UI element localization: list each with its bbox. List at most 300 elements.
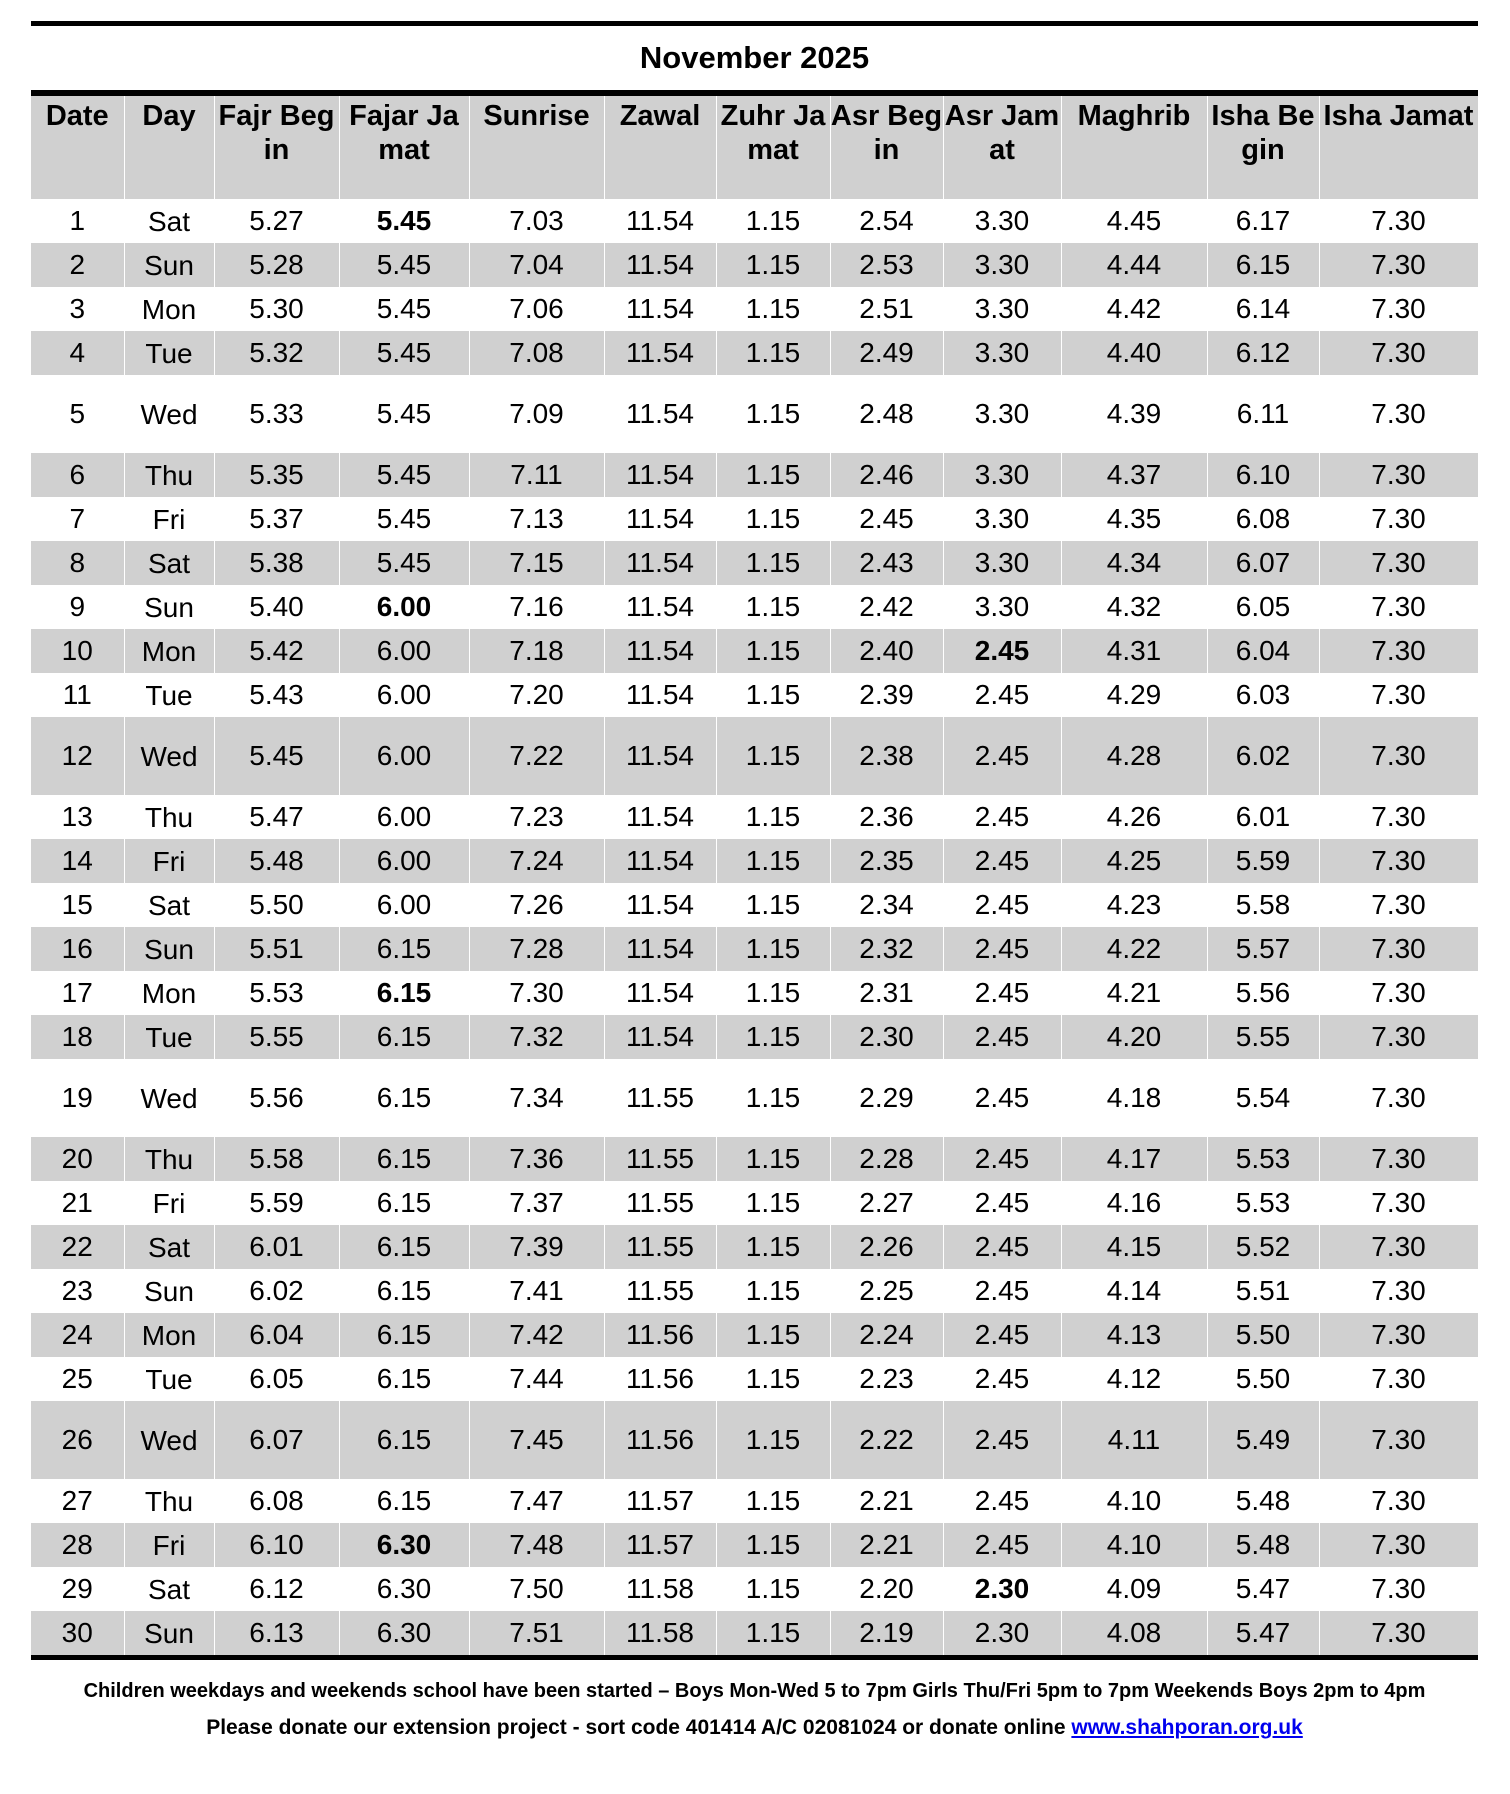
table-row bbox=[31, 497, 1478, 541]
table-cell: 6.13 bbox=[214, 1611, 339, 1655]
table-cell: 5.45 bbox=[339, 199, 469, 243]
table-cell: 1.15 bbox=[716, 1401, 830, 1479]
table-cell: 1.15 bbox=[716, 243, 830, 287]
table-cell: 6.00 bbox=[339, 839, 469, 883]
table-cell: 6.11 bbox=[1207, 375, 1319, 453]
table-cell: 6.01 bbox=[214, 1225, 339, 1269]
table-cell: 1.15 bbox=[716, 927, 830, 971]
table-cell: 5.30 bbox=[214, 287, 339, 331]
column-header: Isha Begin bbox=[1207, 96, 1319, 199]
table-cell: 5.45 bbox=[339, 243, 469, 287]
table-cell: 2.45 bbox=[943, 1523, 1061, 1567]
table-cell: 11.55 bbox=[604, 1181, 716, 1225]
table-cell: 6.15 bbox=[339, 1269, 469, 1313]
table-cell: 5.50 bbox=[214, 883, 339, 927]
table-cell: Wed bbox=[124, 375, 214, 453]
table-row bbox=[31, 1015, 1478, 1059]
table-cell: Mon bbox=[124, 629, 214, 673]
table-cell: 13 bbox=[31, 795, 124, 839]
table-cell: 29 bbox=[31, 1567, 124, 1611]
table-cell: 22 bbox=[31, 1225, 124, 1269]
table-cell: 11.58 bbox=[604, 1611, 716, 1655]
table-cell: 11.54 bbox=[604, 883, 716, 927]
table-cell: 6.02 bbox=[214, 1269, 339, 1313]
table-cell: 15 bbox=[31, 883, 124, 927]
table-cell: 7.48 bbox=[469, 1523, 604, 1567]
table-cell: 2.45 bbox=[943, 629, 1061, 673]
table-cell: Tue bbox=[124, 331, 214, 375]
table-cell: 5.58 bbox=[214, 1137, 339, 1181]
table-cell: 21 bbox=[31, 1181, 124, 1225]
table-cell: 3.30 bbox=[943, 453, 1061, 497]
table-cell: 4.42 bbox=[1061, 287, 1207, 331]
table-row bbox=[31, 1269, 1478, 1313]
table-cell: 3.30 bbox=[943, 243, 1061, 287]
table-cell: 11.57 bbox=[604, 1523, 716, 1567]
table-cell: 7.30 bbox=[1319, 673, 1478, 717]
table-cell: 1.15 bbox=[716, 497, 830, 541]
table-cell: 3.30 bbox=[943, 199, 1061, 243]
table-cell: 6.15 bbox=[339, 1137, 469, 1181]
table-cell: 9 bbox=[31, 585, 124, 629]
table-cell: 7.30 bbox=[1319, 199, 1478, 243]
table-cell: 5.53 bbox=[1207, 1181, 1319, 1225]
table-cell: Thu bbox=[124, 1137, 214, 1181]
table-cell: 4.32 bbox=[1061, 585, 1207, 629]
table-cell: 5.45 bbox=[214, 717, 339, 795]
table-cell: 4.10 bbox=[1061, 1523, 1207, 1567]
table-cell: 20 bbox=[31, 1137, 124, 1181]
table-cell: 2.45 bbox=[943, 1313, 1061, 1357]
table-row bbox=[31, 375, 1478, 453]
table-cell: 11.54 bbox=[604, 717, 716, 795]
table-cell: 6.15 bbox=[339, 927, 469, 971]
table-cell: 5.47 bbox=[1207, 1611, 1319, 1655]
table-cell: 7.44 bbox=[469, 1357, 604, 1401]
table-cell: 5.37 bbox=[214, 497, 339, 541]
table-cell: Sat bbox=[124, 1225, 214, 1269]
table-cell: Sat bbox=[124, 1567, 214, 1611]
table-cell: 7.30 bbox=[1319, 1015, 1478, 1059]
table-cell: 3.30 bbox=[943, 497, 1061, 541]
table-cell: 16 bbox=[31, 927, 124, 971]
table-cell: 1.15 bbox=[716, 717, 830, 795]
table-cell: 7.30 bbox=[469, 971, 604, 1015]
table-cell: 7.51 bbox=[469, 1611, 604, 1655]
table-cell: 1.15 bbox=[716, 883, 830, 927]
table-cell: Thu bbox=[124, 1479, 214, 1523]
table-row bbox=[31, 927, 1478, 971]
table-cell: 17 bbox=[31, 971, 124, 1015]
table-cell: 4.10 bbox=[1061, 1479, 1207, 1523]
table-cell: 4.29 bbox=[1061, 673, 1207, 717]
table-cell: 5.27 bbox=[214, 199, 339, 243]
table-cell: 7.30 bbox=[1319, 331, 1478, 375]
table-cell: 2.45 bbox=[943, 1015, 1061, 1059]
table-row bbox=[31, 717, 1478, 795]
timetable-sheet bbox=[31, 21, 1478, 1742]
table-cell: 4.17 bbox=[1061, 1137, 1207, 1181]
table-cell: 28 bbox=[31, 1523, 124, 1567]
table-cell: 5.57 bbox=[1207, 927, 1319, 971]
table-cell: 4.45 bbox=[1061, 199, 1207, 243]
table-row bbox=[31, 199, 1478, 243]
table-cell: 3.30 bbox=[943, 375, 1061, 453]
bottom-rule bbox=[31, 1655, 1478, 1660]
table-cell: 5.50 bbox=[1207, 1357, 1319, 1401]
table-cell: 7.30 bbox=[1319, 541, 1478, 585]
table-cell: 6.10 bbox=[1207, 453, 1319, 497]
table-cell: 2.43 bbox=[830, 541, 943, 585]
column-header: Isha Jamat bbox=[1319, 96, 1478, 199]
table-cell: 6.03 bbox=[1207, 673, 1319, 717]
table-row bbox=[31, 883, 1478, 927]
table-cell: 7.24 bbox=[469, 839, 604, 883]
table-cell: 11.55 bbox=[604, 1059, 716, 1137]
table-cell: 2.20 bbox=[830, 1567, 943, 1611]
column-header: Asr Begin bbox=[830, 96, 943, 199]
table-cell: 6.10 bbox=[214, 1523, 339, 1567]
table-cell: 4.14 bbox=[1061, 1269, 1207, 1313]
table-cell: 7.13 bbox=[469, 497, 604, 541]
table-cell: 11.54 bbox=[604, 585, 716, 629]
table-cell: 5.45 bbox=[339, 331, 469, 375]
table-row bbox=[31, 1357, 1478, 1401]
table-row bbox=[31, 243, 1478, 287]
header-row bbox=[31, 96, 1478, 199]
table-cell: 11.54 bbox=[604, 453, 716, 497]
table-cell: 7.30 bbox=[1319, 497, 1478, 541]
table-row bbox=[31, 1567, 1478, 1611]
table-cell: 2.45 bbox=[943, 717, 1061, 795]
column-header: Fajar Jamat bbox=[339, 96, 469, 199]
column-header: Sunrise bbox=[469, 96, 604, 199]
table-cell: 11.55 bbox=[604, 1225, 716, 1269]
table-cell: 4.16 bbox=[1061, 1181, 1207, 1225]
table-cell: 1.15 bbox=[716, 629, 830, 673]
table-cell: 7.20 bbox=[469, 673, 604, 717]
table-cell: 7 bbox=[31, 497, 124, 541]
table-cell: Tue bbox=[124, 1357, 214, 1401]
table-cell: 7.39 bbox=[469, 1225, 604, 1269]
table-cell: 6.05 bbox=[1207, 585, 1319, 629]
table-cell: 27 bbox=[31, 1479, 124, 1523]
table-cell: 4.18 bbox=[1061, 1059, 1207, 1137]
table-cell: 5.42 bbox=[214, 629, 339, 673]
table-cell: 4.08 bbox=[1061, 1611, 1207, 1655]
table-cell: 2.28 bbox=[830, 1137, 943, 1181]
table-cell: 5.56 bbox=[214, 1059, 339, 1137]
table-cell: 5.59 bbox=[214, 1181, 339, 1225]
table-cell: 5 bbox=[31, 375, 124, 453]
table-cell: 2.19 bbox=[830, 1611, 943, 1655]
table-cell: 11.58 bbox=[604, 1567, 716, 1611]
table-cell: 5.32 bbox=[214, 331, 339, 375]
table-cell: 6.15 bbox=[339, 1479, 469, 1523]
column-header: Date bbox=[31, 96, 124, 199]
table-cell: 2.27 bbox=[830, 1181, 943, 1225]
table-cell: 5.47 bbox=[1207, 1567, 1319, 1611]
table-cell: 6.30 bbox=[339, 1611, 469, 1655]
table-cell: 1.15 bbox=[716, 1059, 830, 1137]
table-cell: 5.56 bbox=[1207, 971, 1319, 1015]
table-cell: 6.01 bbox=[1207, 795, 1319, 839]
table-cell: 3.30 bbox=[943, 585, 1061, 629]
table-cell: 5.28 bbox=[214, 243, 339, 287]
table-cell: 7.42 bbox=[469, 1313, 604, 1357]
table-cell: 2.49 bbox=[830, 331, 943, 375]
table-cell: 4.12 bbox=[1061, 1357, 1207, 1401]
table-cell: 4 bbox=[31, 331, 124, 375]
table-cell: Mon bbox=[124, 1313, 214, 1357]
table-cell: 7.30 bbox=[1319, 1313, 1478, 1357]
table-cell: 7.30 bbox=[1319, 1357, 1478, 1401]
table-cell: 6.14 bbox=[1207, 287, 1319, 331]
table-cell: 11 bbox=[31, 673, 124, 717]
table-cell: 2.45 bbox=[943, 673, 1061, 717]
column-header: Day bbox=[124, 96, 214, 199]
table-cell: 2.30 bbox=[943, 1567, 1061, 1611]
table-cell: 11.54 bbox=[604, 795, 716, 839]
table-cell: 7.26 bbox=[469, 883, 604, 927]
table-cell: 7.30 bbox=[1319, 1479, 1478, 1523]
table-cell: 11.54 bbox=[604, 1015, 716, 1059]
table-cell: 1.15 bbox=[716, 1269, 830, 1313]
table-cell: 1.15 bbox=[716, 585, 830, 629]
table-row bbox=[31, 1181, 1478, 1225]
table-cell: 6.15 bbox=[339, 1015, 469, 1059]
table-cell: 2.45 bbox=[943, 1137, 1061, 1181]
table-cell: 7.30 bbox=[1319, 1567, 1478, 1611]
column-header: Maghrib bbox=[1061, 96, 1207, 199]
table-cell: 5.55 bbox=[214, 1015, 339, 1059]
table-cell: 7.03 bbox=[469, 199, 604, 243]
table-cell: 7.30 bbox=[1319, 375, 1478, 453]
table-cell: 3 bbox=[31, 287, 124, 331]
table-cell: Tue bbox=[124, 1015, 214, 1059]
table-cell: 11.54 bbox=[604, 839, 716, 883]
table-cell: 2.22 bbox=[830, 1401, 943, 1479]
table-cell: Fri bbox=[124, 839, 214, 883]
table-cell: 2.31 bbox=[830, 971, 943, 1015]
table-cell: 11.55 bbox=[604, 1269, 716, 1313]
table-cell: 5.54 bbox=[1207, 1059, 1319, 1137]
table-cell: 7.22 bbox=[469, 717, 604, 795]
table-cell: 5.50 bbox=[1207, 1313, 1319, 1357]
table-cell: Sun bbox=[124, 585, 214, 629]
table-cell: 5.38 bbox=[214, 541, 339, 585]
table-cell: 2.45 bbox=[943, 1357, 1061, 1401]
table-cell: 11.54 bbox=[604, 629, 716, 673]
table-cell: 1.15 bbox=[716, 1181, 830, 1225]
table-cell: 7.30 bbox=[1319, 839, 1478, 883]
table-cell: 2.30 bbox=[943, 1611, 1061, 1655]
table-cell: 7.30 bbox=[1319, 883, 1478, 927]
table-cell: 8 bbox=[31, 541, 124, 585]
table-cell: 11.57 bbox=[604, 1479, 716, 1523]
table-cell: Tue bbox=[124, 673, 214, 717]
table-row bbox=[31, 1479, 1478, 1523]
table-cell: 6.00 bbox=[339, 883, 469, 927]
table-cell: 2.24 bbox=[830, 1313, 943, 1357]
table-cell: 4.44 bbox=[1061, 243, 1207, 287]
table-cell: 7.08 bbox=[469, 331, 604, 375]
table-cell: 5.45 bbox=[339, 287, 469, 331]
table-row bbox=[31, 585, 1478, 629]
table-row bbox=[31, 795, 1478, 839]
table-cell: 7.30 bbox=[1319, 1269, 1478, 1313]
table-cell: 7.32 bbox=[469, 1015, 604, 1059]
table-row bbox=[31, 331, 1478, 375]
table-row bbox=[31, 287, 1478, 331]
table-cell: 2.53 bbox=[830, 243, 943, 287]
table-cell: 2.29 bbox=[830, 1059, 943, 1137]
table-cell: 7.09 bbox=[469, 375, 604, 453]
table-cell: 5.51 bbox=[1207, 1269, 1319, 1313]
table-cell: 2.42 bbox=[830, 585, 943, 629]
table-cell: 6 bbox=[31, 453, 124, 497]
table-cell: 4.13 bbox=[1061, 1313, 1207, 1357]
table-cell: 10 bbox=[31, 629, 124, 673]
table-cell: 2.26 bbox=[830, 1225, 943, 1269]
table-cell: 26 bbox=[31, 1401, 124, 1479]
table-cell: 2.35 bbox=[830, 839, 943, 883]
table-cell: 6.04 bbox=[214, 1313, 339, 1357]
table-cell: 4.22 bbox=[1061, 927, 1207, 971]
table-cell: Sun bbox=[124, 243, 214, 287]
table-cell: 1.15 bbox=[716, 673, 830, 717]
table-cell: 6.00 bbox=[339, 629, 469, 673]
table-cell: 2.48 bbox=[830, 375, 943, 453]
table-cell: Thu bbox=[124, 795, 214, 839]
table-cell: 6.15 bbox=[339, 1181, 469, 1225]
table-cell: 2.45 bbox=[943, 1225, 1061, 1269]
table-cell: 4.26 bbox=[1061, 795, 1207, 839]
table-cell: 5.43 bbox=[214, 673, 339, 717]
table-cell: 1.15 bbox=[716, 287, 830, 331]
table-cell: 4.21 bbox=[1061, 971, 1207, 1015]
table-cell: 4.31 bbox=[1061, 629, 1207, 673]
table-cell: 7.30 bbox=[1319, 1523, 1478, 1567]
table-cell: 7.50 bbox=[469, 1567, 604, 1611]
table-cell: 5.49 bbox=[1207, 1401, 1319, 1479]
table-cell: 11.54 bbox=[604, 497, 716, 541]
table-cell: 4.40 bbox=[1061, 331, 1207, 375]
table-cell: 4.28 bbox=[1061, 717, 1207, 795]
table-row bbox=[31, 1313, 1478, 1357]
table-cell: 3.30 bbox=[943, 331, 1061, 375]
table-cell: 2 bbox=[31, 243, 124, 287]
table-cell: 1.15 bbox=[716, 1357, 830, 1401]
table-cell: 2.32 bbox=[830, 927, 943, 971]
table-cell: 5.45 bbox=[339, 453, 469, 497]
table-cell: 7.30 bbox=[1319, 1137, 1478, 1181]
table-cell: Fri bbox=[124, 1523, 214, 1567]
table-cell: Sat bbox=[124, 883, 214, 927]
table-cell: 7.30 bbox=[1319, 585, 1478, 629]
table-cell: Thu bbox=[124, 453, 214, 497]
table-cell: 4.37 bbox=[1061, 453, 1207, 497]
table-cell: 2.39 bbox=[830, 673, 943, 717]
donation-text: Please donate our extension project - sort code 401414 A/C 02081024 or donate online bbox=[206, 1716, 1072, 1739]
table-cell: 1.15 bbox=[716, 199, 830, 243]
table-row bbox=[31, 839, 1478, 883]
table-cell: Sun bbox=[124, 1611, 214, 1655]
table-cell: Fri bbox=[124, 1181, 214, 1225]
table-cell: 5.51 bbox=[214, 927, 339, 971]
table-cell: 2.25 bbox=[830, 1269, 943, 1313]
table-row bbox=[31, 971, 1478, 1015]
table-cell: 11.54 bbox=[604, 331, 716, 375]
table-cell: 2.45 bbox=[943, 795, 1061, 839]
table-cell: Mon bbox=[124, 971, 214, 1015]
table-cell: 5.59 bbox=[1207, 839, 1319, 883]
table-row bbox=[31, 1225, 1478, 1269]
school-notice: Children weekdays and weekends school have been started – Boys Mon-Wed 5 to 7pm Girls Thu/Fri 5pm to 7pm Weekends Boys 2pm to 4pm bbox=[83, 1680, 1426, 1702]
table-cell: 11.54 bbox=[604, 673, 716, 717]
table-cell: 6.12 bbox=[214, 1567, 339, 1611]
table-cell: 1.15 bbox=[716, 795, 830, 839]
table-cell: 5.48 bbox=[1207, 1479, 1319, 1523]
table-cell: 12 bbox=[31, 717, 124, 795]
table-cell: 6.00 bbox=[339, 717, 469, 795]
table-cell: 7.45 bbox=[469, 1401, 604, 1479]
table-cell: 7.30 bbox=[1319, 629, 1478, 673]
table-cell: 7.30 bbox=[1319, 795, 1478, 839]
table-cell: 1.15 bbox=[716, 1015, 830, 1059]
table-cell: 2.23 bbox=[830, 1357, 943, 1401]
table-row bbox=[31, 453, 1478, 497]
table-cell: 1.15 bbox=[716, 1611, 830, 1655]
table-cell: 11.55 bbox=[604, 1137, 716, 1181]
table-cell: 7.06 bbox=[469, 287, 604, 331]
table-cell: 6.02 bbox=[1207, 717, 1319, 795]
table-cell: 6.30 bbox=[339, 1567, 469, 1611]
table-cell: 4.39 bbox=[1061, 375, 1207, 453]
table-cell: 4.11 bbox=[1061, 1401, 1207, 1479]
table-cell: Wed bbox=[124, 1059, 214, 1137]
table-cell: 1.15 bbox=[716, 1313, 830, 1357]
table-cell: 19 bbox=[31, 1059, 124, 1137]
website-link[interactable]: www.shahporan.org.uk bbox=[1071, 1716, 1303, 1739]
table-cell: 7.30 bbox=[1319, 287, 1478, 331]
table-body bbox=[31, 199, 1478, 1655]
table-cell: 1.15 bbox=[716, 453, 830, 497]
table-cell: 6.15 bbox=[339, 971, 469, 1015]
table-row bbox=[31, 629, 1478, 673]
table-cell: 1.15 bbox=[716, 1137, 830, 1181]
table-cell: 4.35 bbox=[1061, 497, 1207, 541]
table-cell: 3.30 bbox=[943, 287, 1061, 331]
table-cell: Wed bbox=[124, 717, 214, 795]
table-cell: 7.30 bbox=[1319, 453, 1478, 497]
table-cell: 7.30 bbox=[1319, 1401, 1478, 1479]
table-cell: 23 bbox=[31, 1269, 124, 1313]
table-cell: 7.28 bbox=[469, 927, 604, 971]
table-cell: 24 bbox=[31, 1313, 124, 1357]
table-cell: 7.30 bbox=[1319, 1059, 1478, 1137]
table-row bbox=[31, 1401, 1478, 1479]
table-cell: 6.07 bbox=[214, 1401, 339, 1479]
donation-notice bbox=[31, 1714, 1478, 1742]
table-cell: 18 bbox=[31, 1015, 124, 1059]
table-cell: 1.15 bbox=[716, 839, 830, 883]
table-cell: 6.00 bbox=[339, 673, 469, 717]
table-cell: 2.45 bbox=[943, 839, 1061, 883]
column-header: Zawal bbox=[604, 96, 716, 199]
table-cell: 2.34 bbox=[830, 883, 943, 927]
table-cell: 7.15 bbox=[469, 541, 604, 585]
